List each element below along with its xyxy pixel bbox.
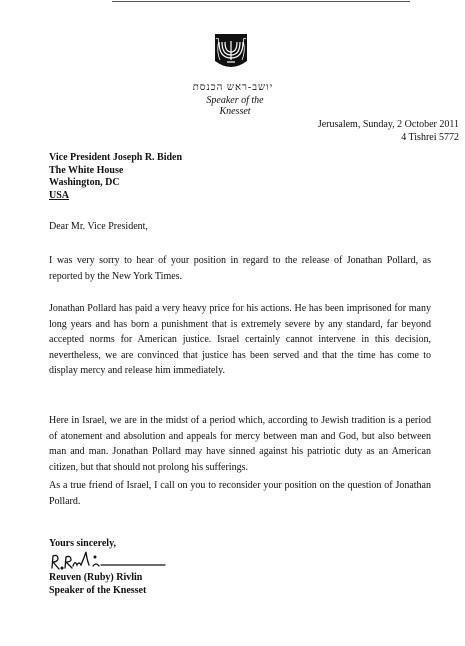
date-block (318, 118, 459, 144)
signatory-name: Reuven (Ruby) Rivlin (49, 572, 143, 583)
letterhead-speaker-title: Speaker of the Knesset (206, 95, 264, 117)
body-paragraph-2: Jonathan Pollard has paid a very heavy price for his actions. He has been imprisoned for many long years and has born a punishment that is extremely severe by any standard, far beyond accepted norms for American justice. Israel certainly cannot intervene in this decision, nevertheless, we are convinced that justice has been served and that the time has come to display mercy and release him immediately. (49, 303, 431, 376)
top-rule (112, 1, 410, 2)
letterhead-hebrew-title: יושב-ראש הכנסת (192, 82, 274, 93)
recipient-line-4: USA (49, 189, 70, 201)
menorah-emblem-icon (214, 33, 248, 71)
body-paragraph-4: As a true friend of Israel, I call on you to reconsider your position on the question of Jonathan Pollard. (49, 480, 431, 507)
salutation: Dear Mr. Vice President, (49, 221, 148, 232)
recipient-line-2: The White House (49, 164, 124, 176)
recipient-line-1: Vice President Joseph R. Biden (49, 152, 183, 163)
body-paragraph-3: Here in Israel, we are in the midst of a period which, according to Jewish tradition is a period of atonement and absolution and appeals for mercy between man and God, but also between man and man. Jonathan Pollard may have sinned against his patriotic duty as an American citizen, but that should not prolong his sufferings. (49, 415, 431, 473)
recipient-address (49, 152, 182, 202)
date-hebrew: 4 Tishrei 5772 (401, 132, 459, 143)
signatory-title: Speaker of the Knesset (49, 584, 147, 596)
date-gregorian: Jerusalem, Sunday, 2 October 2011 (317, 119, 459, 130)
handwritten-signature (49, 548, 167, 572)
body-paragraph-1: I was very sorry to hear of your position in regard to the release of Jonathan Pollard, as reported by the New York Times. (49, 255, 431, 282)
signatory-block (49, 572, 146, 597)
closing: Yours sincerely, (49, 538, 117, 549)
recipient-line-3: Washington, DC (49, 177, 120, 188)
